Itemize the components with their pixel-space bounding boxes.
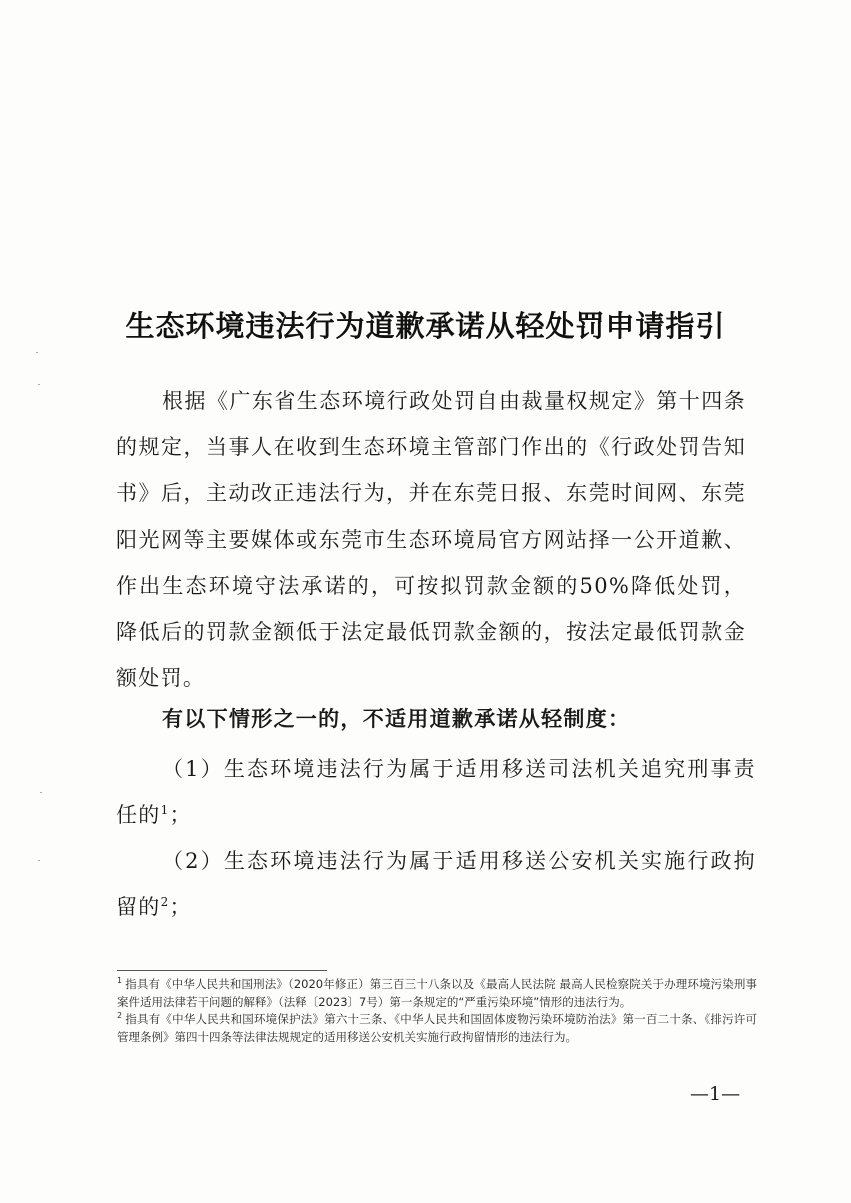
footnote-text: 指具有《中华人民共和国环境保护法》第六十三条、《中华人民共和国固体废物污染环境防治法》第一百二十条、《排污许可管理条例》第四十四条等法律法规规定的适用移送公安机关实施行政拘留情形的违法行为。 [117,1012,757,1044]
exclusion-item [116,838,756,930]
footnote-separator [117,970,327,971]
exclusion-heading: 有以下情形之一的，不适用道歉承诺从轻制度： [162,706,631,731]
exclusion-item-end: ； [169,895,192,919]
footnotes [117,976,757,1046]
scan-speck [38,384,40,385]
scan-speck [36,352,38,353]
scan-speck [38,860,40,861]
intro-paragraph: 根据《广东省生态环境行政处罚自由裁量权规定》第十四条的规定，当事人在收到生态环境主管部门作出的《行政处罚告知书》后，主动改正违法行为，并在东莞日报、东莞时间网、东莞阳光网等主要媒体或东莞市生态环境局官方网站择一公开道歉、作出生态环境守法承诺的，可按拟罚款金额的50%降低处罚，降低后的罚款金额低于法定最低罚款金额的，按法定最低罚款金额处罚。 [116,389,746,691]
footnote-text: 指具有《中华人民共和国刑法》（2020年修正）第三百三十八条以及《最高人民法院 最高人民检察院关于办理环境污染刑事案件适用法律若干问题的解释》（法释〔2023〕7号）第一条规定的“严重污染环境”情形的违法行为。 [117,977,757,1009]
footnote-marker: 1 [117,976,123,986]
exclusion-item-end: ； [169,803,192,827]
scan-speck [40,792,42,793]
exclusion-item-text: （1）生态环境违法行为属于适用移送司法机关追究刑事责任的 [116,757,756,827]
footnote [117,976,757,1011]
footnote-marker: 2 [117,1011,123,1021]
footnote-reference: 2 [160,895,170,909]
footnote [117,1011,757,1046]
document-title: 生态环境违法行为道歉承诺从轻处罚申请指引 [125,309,726,344]
page-number: —1— [690,1083,741,1105]
exclusion-item [116,746,756,838]
exclusion-item-text: （2）生态环境违法行为属于适用移送公安机关实施行政拘留的 [116,849,756,919]
footnote-reference: 1 [160,803,170,817]
